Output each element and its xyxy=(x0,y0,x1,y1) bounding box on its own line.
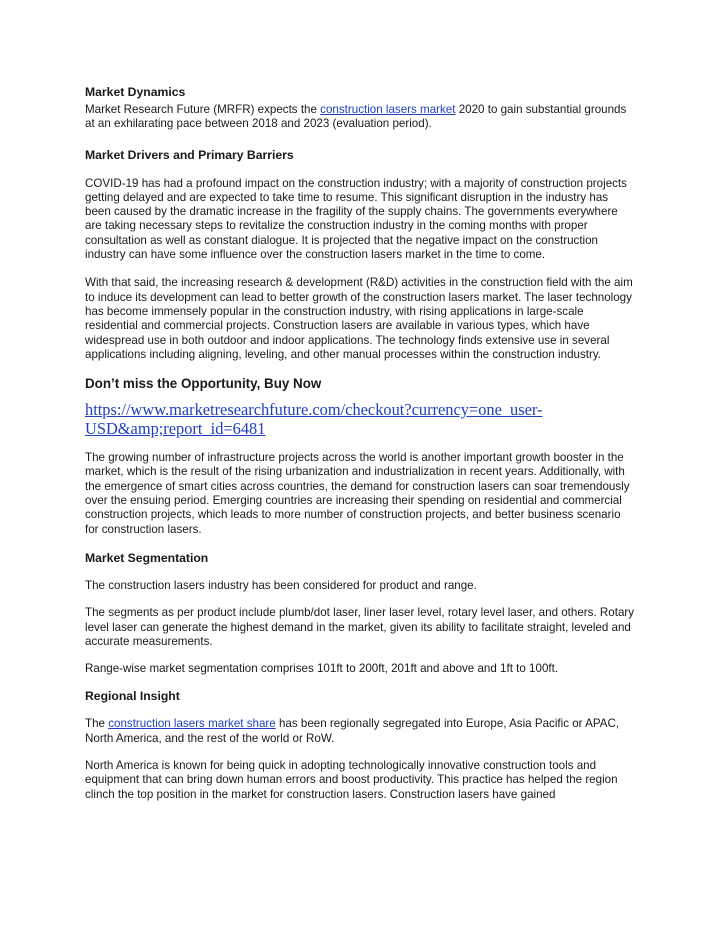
construction-lasers-market-share-link[interactable]: construction lasers market share xyxy=(108,717,276,731)
paragraph-rd: With that said, the increasing research & development (R&D) activities in the construction field with the aim to induce its development can lead to better growth of the construction lasers market. The laser technology has become immensely popular in the construction industry, with rising applications in large-scale residential and commercial projects. Construction lasers are available in various types, which have widespread use in both outdoor and indoor applications. The technology finds extensive use in several applications including aligning, leveling, and other manual processes within the construction industry. xyxy=(85,276,633,361)
paragraph-segmentation-3: Range-wise market segmentation comprises 101ft to 200ft, 201ft and above and 1ft to 100ft. xyxy=(85,662,559,676)
paragraph-segmentation-2: The segments as per product include plumb/dot laser, liner laser level, rotary level laser, and others. Rotary level laser can generate the highest demand in the market, given its ability to facilitate straight, leveled and accurate measurements. xyxy=(85,606,635,648)
paragraph-segmentation-1: The construction lasers industry has been considered for product and range. xyxy=(85,578,477,592)
paragraph-dynamics-text-end: 2020 to gain substantial grounds at an exhilarating pace between 2018 and 2023 (evaluation period). xyxy=(85,103,627,131)
heading-opportunity: Don’t miss the Opportunity, Buy Now xyxy=(85,376,322,392)
heading-regional-insight: Regional Insight xyxy=(85,689,180,704)
heading-market-dynamics: Market Dynamics xyxy=(85,85,186,99)
paragraph-regional-1 xyxy=(85,717,636,746)
paragraph-dynamics xyxy=(85,103,636,132)
paragraph-regional-text-end: has been regionally segregated into Europe, Asia Pacific or APAC, North America, and the rest of the world or RoW. xyxy=(85,717,620,745)
checkout-url-link[interactable]: https://www.marketresearchfuture.com/checkout?currency=one_user-USD&amp;report_id=6481 xyxy=(85,400,543,439)
heading-drivers-barriers: Market Drivers and Primary Barriers xyxy=(85,147,294,162)
paragraph-covid: COVID-19 has had a profound impact on the construction industry; with a majority of construction projects getting delayed and are expected to take time to resume. This significant disruption in the industry has been caused by the dramatic increase in the fragility of the supply chains. The governments everywhere are taking necessary steps to revitalize the construction industry in the coming months with proper consultation as well as constant dialogue. It is projected that the negative impact on the construction industry can have some influence over the construction lasers market in the time to come. xyxy=(85,176,627,262)
paragraph-regional-text-start: The xyxy=(85,717,109,731)
paragraph-dynamics-text-start: Market Research Future (MRFR) expects the xyxy=(85,103,321,116)
paragraph-infrastructure: The growing number of infrastructure projects across the world is another important growth booster in the market, which is the result of the rising urbanization and industrialization in recent years. Additionally, with the emergence of smart cities across countries, the demand for construction lasers can soar tremendously over the ensuing period. Emerging countries are increasing their spending on residential and commercial construction projects, which leads to more number of construction projects, and better business scenario for construction lasers. xyxy=(85,451,630,536)
paragraph-regional-2: North America is known for being quick in adopting technologically innovative construction tools and equipment that can bring down human errors and boost productivity. This practice has helped the region clinch the top position in the market for construction lasers. Construction lasers have gained xyxy=(85,759,618,801)
heading-market-segmentation: Market Segmentation xyxy=(85,550,209,565)
construction-lasers-market-link[interactable]: construction lasers market xyxy=(320,103,456,116)
